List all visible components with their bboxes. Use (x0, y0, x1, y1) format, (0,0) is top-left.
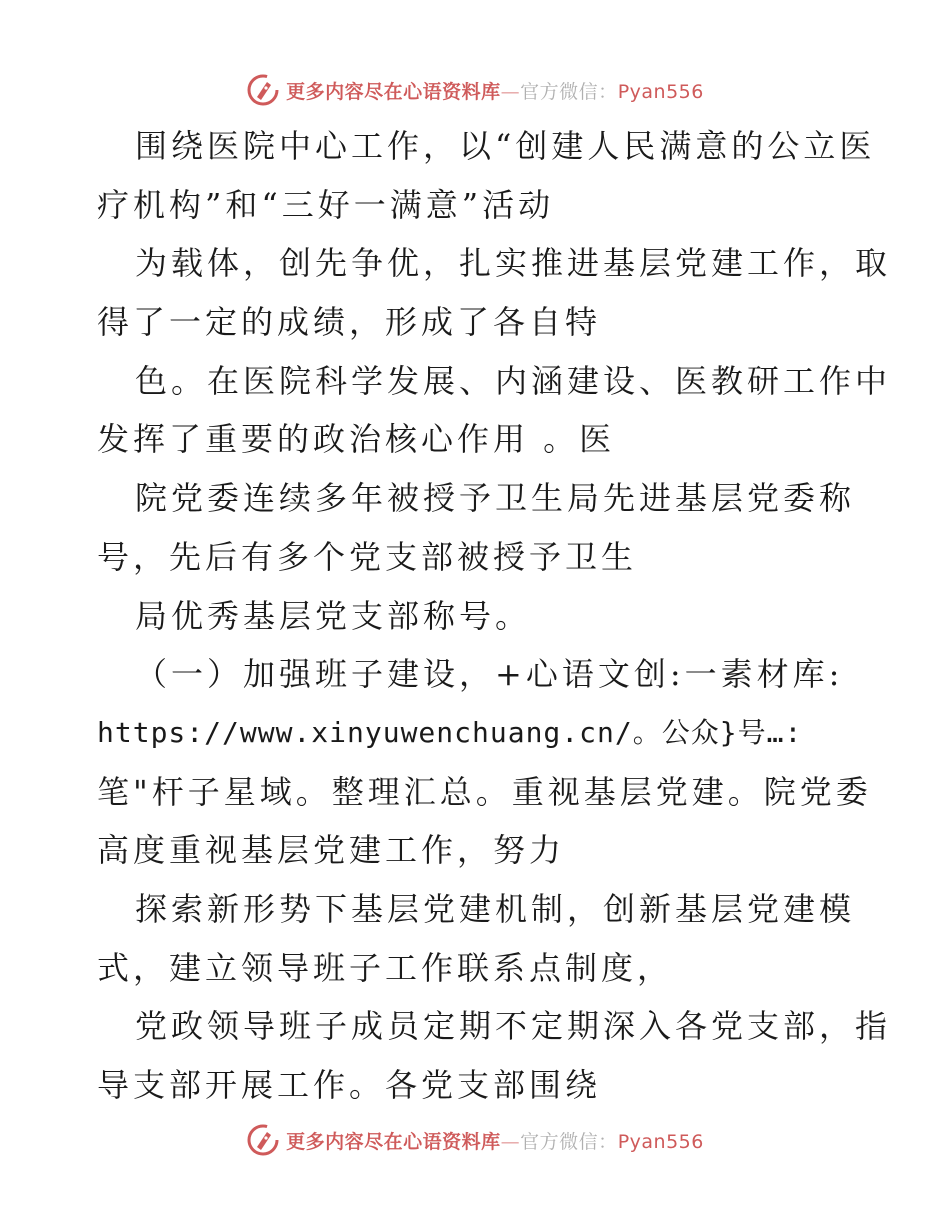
text-line: 院党委连续多年被授予卫生局先进基层党委称 (135, 479, 856, 518)
text-line: 党政领导班子成员定期不定期深入各党支部，指 (135, 1007, 892, 1046)
banner-wechat-label: 官方微信： (520, 80, 618, 103)
text-line: 高度重视基层党建工作，努力 (97, 831, 566, 870)
text-line: 导支部开展工作。各党支部围绕 (97, 1066, 602, 1104)
banner-dash: — (500, 80, 521, 103)
text-line: 色。在医院科学发展、内涵建设、医教研工作中 (135, 361, 892, 400)
url-line: https://www.xinyuwenchuang.cn/。公众}号…: (97, 715, 803, 749)
document-body (97, 117, 892, 1115)
footer-banner (0, 1120, 950, 1160)
banner-title: 更多内容尽在心语资料库 (286, 80, 501, 103)
banner-dash: — (500, 1130, 521, 1153)
text-line: 局优秀基层党支部称号。 (135, 596, 532, 635)
header-banner (0, 70, 950, 110)
text-line: 为载体，创先争优，扎实推进基层党建工作，取 (135, 244, 892, 283)
text-line: 号，先后有多个党支部被授予卫生 (97, 537, 638, 576)
text-line: 笔"杆子星域。整理汇总。重视基层党建。院党委 (97, 772, 872, 811)
text-line: 式，建立领导班子工作联系点制度， (97, 948, 674, 987)
banner-title: 更多内容尽在心语资料库 (286, 1130, 501, 1153)
text-line: 疗机构”和“三好一满意”活动 (97, 185, 555, 224)
text-line: 围绕医院中心工作，以“创建人民满意的公立医 (135, 127, 876, 165)
text-line: 得了一定的成绩，形成了各自特 (97, 303, 602, 342)
pen-nib-logo-icon (246, 73, 280, 107)
section-heading: （一）加强班子建设，+心语文创:一素材库: (135, 655, 844, 694)
pen-nib-logo-icon (246, 1123, 280, 1157)
banner-wechat-id: Pyan556 (617, 80, 704, 103)
banner-wechat-id: Pyan556 (617, 1130, 704, 1153)
text-line: 探索新形势下基层党建机制，创新基层党建模 (135, 889, 856, 928)
text-line: 发挥了重要的政治核心作用 。医 (97, 420, 616, 459)
banner-wechat-label: 官方微信： (520, 1130, 618, 1153)
